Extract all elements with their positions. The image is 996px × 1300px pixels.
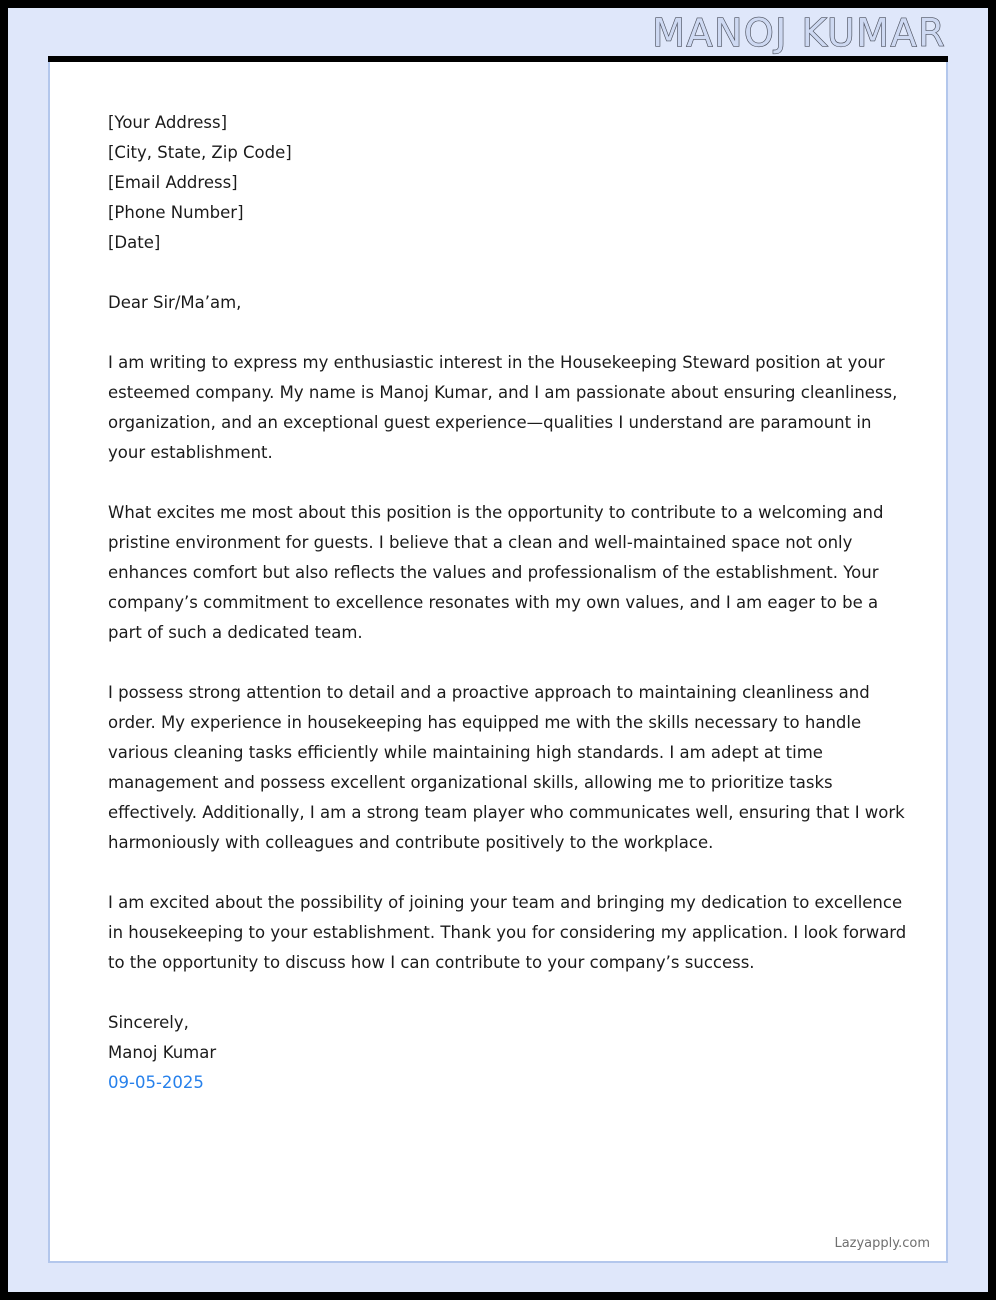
spacer-after-address <box>108 258 908 288</box>
address-line-city-state-zip: [City, State, Zip Code] <box>108 143 292 162</box>
applicant-name-heading: MANOJ KUMAR <box>652 11 946 55</box>
salutation-line: Dear Sir/Ma’am, <box>108 293 242 312</box>
closing-line: Sincerely, <box>108 1013 189 1032</box>
spacer-after-paragraph-1 <box>108 468 908 498</box>
spacer-before-closing <box>108 978 908 1008</box>
spacer-after-salutation <box>108 318 908 348</box>
body-paragraph-2: What excites me most about this position is the opportunity to contribute to a welcoming and pristine environment for guests. I believe that a clean and well-maintained space not only enhances comfort but also reflects the values and professionalism of the establishment. Your company’s commitment to excellence resonates with my own values, and I am eager to be a part of such a dedicated team. <box>108 503 884 642</box>
letter-content <box>108 108 908 1098</box>
cover-letter-card <box>48 62 948 1263</box>
address-block <box>108 108 908 258</box>
body-paragraph-4: I am excited about the possibility of joining your team and bringing my dedication to excellence in housekeeping to your establishment. Thank you for considering my application. I look forward to the opportunity to discuss how I can contribute to your company’s success. <box>108 893 907 972</box>
address-line-email: [Email Address] <box>108 173 238 192</box>
address-line-your-address: [Your Address] <box>108 113 228 132</box>
letterhead-banner <box>48 12 948 56</box>
signature-name: Manoj Kumar <box>108 1043 217 1062</box>
body-paragraph-1: I am writing to express my enthusiastic interest in the Housekeeping Steward position at your esteemed company. My name is Manoj Kumar, and I am passionate about ensuring cleanliness, organization, and an exceptional guest experience—qualities I understand are paramount in your establishment. <box>108 353 898 462</box>
spacer-after-paragraph-2 <box>108 648 908 678</box>
lazyapply-watermark: Lazyapply.com <box>834 1236 930 1251</box>
address-line-date: [Date] <box>108 233 161 252</box>
signed-date: 09-05-2025 <box>108 1073 204 1092</box>
address-line-phone: [Phone Number] <box>108 203 244 222</box>
body-paragraph-3: I possess strong attention to detail and a proactive approach to maintaining cleanliness and order. My experience in housekeeping has equipped me with the skills necessary to handle various cleaning tasks efficiently while maintaining high standards. I am adept at time management and possess excellent organizational skills, allowing me to prioritize tasks effectively. Additionally, I am a strong team player who communicates well, ensuring that I work harmoniously with colleagues and contribute positively to the workplace. <box>108 683 905 852</box>
spacer-after-paragraph-3 <box>108 858 908 888</box>
